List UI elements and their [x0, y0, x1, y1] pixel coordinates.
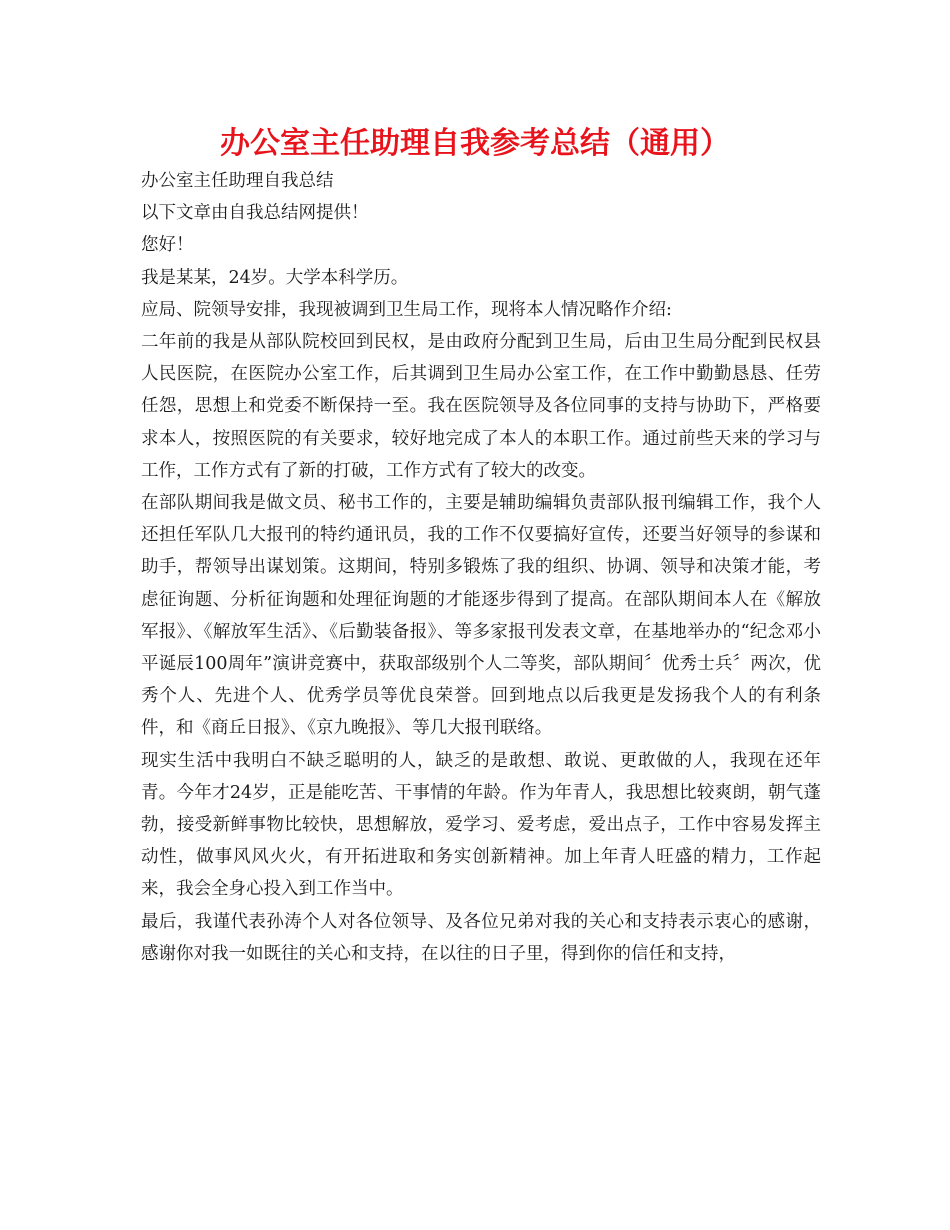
paragraph: 办公室主任助理自我总结: [141, 171, 334, 191]
paragraph: 现实生活中我明白不缺乏聪明的人，缺乏的是敢想、敢说、更敢做的人，我现在还年青。今年才24岁，正是能吃苦、干事情的年龄。作为年青人，我思想比较爽朗，朝气蓬勃，接受新鲜事物比较快，思想解放，爱学习、爱考虑，爱出点子，工作中容易发挥主动性，做事风风火火，有开拓进取和务实创新精神。加上年青人旺盛的精力，工作起来，我会全身心投入到工作当中。: [141, 750, 821, 900]
document-title: 办公室主任助理自我参考总结（通用）: [220, 126, 730, 161]
paragraph: 应局、院领导安排，我现被调到卫生局工作，现将本人情况略作介绍:: [141, 299, 672, 320]
paragraph: 我是某某，24岁。大学本科学历。: [141, 267, 409, 288]
document-body: [141, 165, 821, 970]
paragraph: 以下文章由自我总结网提供！: [141, 203, 369, 224]
paragraph: 您好！: [141, 235, 194, 256]
paragraph: 在部队期间我是做文员、秘书工作的，主要是辅助编辑负责部队报刊编辑工作，我个人还担任军队几大报刊的特约通讯员，我的工作不仅要搞好宣传，还要当好领导的参谋和助手，帮领导出谋划策。这期间，特别多锻炼了我的组织、协调、领导和决策才能，考虑征询题、分析征询题和处理征询题的才能逐步得到了提高。在部队期间本人在《解放军报》、《解放军生活》、《后勤装备报》、等多家报刊发表文章，在基地举办的“纪念邓小平诞辰100周年”演讲竞赛中，获取部级别个人二等奖，部队期间〞优秀士兵〞两次，优秀个人、先进个人、优秀学员等优良荣誉。回到地点以后我更是发扬我个人的有利条件，和《商丘日报》、《京九晚报》、等几大报刊联络。: [141, 493, 821, 739]
paragraph: 最后，我谨代表孙涛个人对各位领导、及各位兄弟对我的关心和支持表示衷心的感谢，感谢你对我一如既往的关心和支持，在以往的日子里，得到你的信任和支持，: [141, 911, 821, 964]
paragraph: 二年前的我是从部队院校回到民权，是由政府分配到卫生局，后由卫生局分配到民权县人民医院，在医院办公室工作，后其调到卫生局办公室工作，在工作中勤勤恳恳、任劳任怨，思想上和党委不断保持一至。我在医院领导及各位同事的支持与协助下，严格要求本人，按照医院的有关要求，较好地完成了本人的本职工作。通过前些天来的学习与工作，工作方式有了新的打破，工作方式有了较大的改变。: [141, 332, 821, 481]
